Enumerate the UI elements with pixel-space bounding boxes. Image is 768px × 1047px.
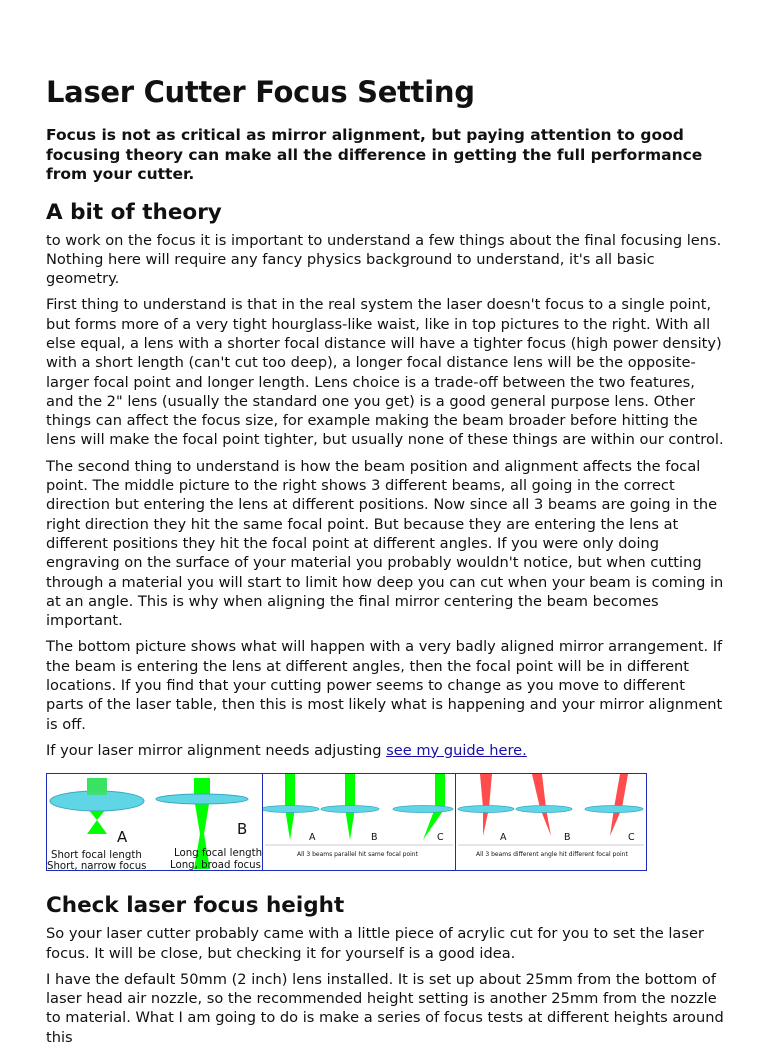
parallel-label-b: B bbox=[371, 832, 378, 844]
lens-b bbox=[156, 794, 248, 804]
focal-length-diagram bbox=[47, 774, 263, 870]
caption-a-2: Short, narrow focus bbox=[47, 861, 147, 871]
focal-length-figure bbox=[46, 773, 264, 871]
parallel-label-c: C bbox=[437, 832, 444, 844]
parallel-lens-b bbox=[321, 806, 379, 813]
angled-beams-figure bbox=[455, 773, 647, 871]
guide-link[interactable]: see my guide here. bbox=[386, 741, 527, 759]
page-title: Laser Cutter Focus Setting bbox=[46, 75, 475, 109]
theory-paragraph-4: The bottom picture shows what will happen with a very badly aligned mirror arrangement. If the beam is entering the lens at different angles, then the focal point will be in different locations. If you find that your cutting power seems to change as you move to different parts of the laser table, then this is most likely what is happening and your mirror alignment is off. bbox=[46, 638, 723, 733]
section-heading-theory: A bit of theory bbox=[46, 199, 222, 225]
angled-label-b: B bbox=[564, 832, 571, 844]
angled-lens-c bbox=[585, 806, 643, 813]
section-heading-focus-height: Check laser focus height bbox=[46, 893, 345, 919]
parallel-caption: All 3 beams parallel hit same focal point bbox=[297, 851, 418, 859]
label-b: B bbox=[237, 820, 248, 839]
theory-paragraph-3: The second thing to understand is how the beam position and alignment affects the focal point. The middle picture to the right shows 3 different beams, all going in the correct direction but entering the lens at different positions. Now since all 3 beams are going in the right direction they hit the same focal point. But because they are entering the lens at different positions they hit the focal point at different angles. If you were only doing engraving on the surface of your material you probably wouldn't notice, but when cutting through a material you will start to limit how deep you can cut when your beam is coming in at an angle. This is why when aligning the final mirror centering the beam becomes important. bbox=[46, 457, 724, 630]
parallel-beams-figure bbox=[262, 773, 456, 871]
parallel-lens-a bbox=[263, 806, 319, 813]
angled-lens-b bbox=[516, 806, 572, 813]
angled-label-c: C bbox=[628, 832, 635, 844]
angled-beams-diagram bbox=[456, 774, 646, 870]
label-a: A bbox=[117, 828, 128, 847]
caption-a-1: Short focal length bbox=[51, 850, 142, 862]
angled-beam-c bbox=[610, 774, 628, 836]
caption-b-1: Long focal length bbox=[174, 848, 263, 860]
angled-beam-b bbox=[532, 774, 551, 836]
beam-a-top bbox=[87, 778, 107, 795]
angled-lens-a bbox=[458, 806, 514, 813]
angled-label-a: A bbox=[500, 832, 507, 844]
lead-paragraph: Focus is not as critical as mirror alignment, but paying attention to good focusing theory can make all the difference in getting the full performance from your cutter. bbox=[46, 126, 703, 183]
caption-b-2: Long, broad focus bbox=[170, 860, 261, 871]
angled-caption: All 3 beams different angle hit different focal point bbox=[476, 851, 628, 859]
parallel-lens-c bbox=[393, 806, 453, 813]
parallel-beams-diagram bbox=[263, 774, 455, 870]
focus-diagrams bbox=[46, 773, 646, 871]
parallel-label-a: A bbox=[309, 832, 316, 844]
focus-paragraph-1: So your laser cutter probably came with a little piece of acrylic cut for you to set the laser focus. It will be close, but checking it for yourself is a good idea. bbox=[46, 925, 704, 962]
theory-paragraph-1: to work on the focus it is important to understand a few things about the final focusing lens. Nothing here will require any fancy physics background to understand, it's all basic geometry. bbox=[46, 231, 722, 288]
theory-paragraph-2: First thing to understand is that in the real system the laser doesn't focus to a single point, but forms more of a very tight hourglass-like waist, like in top pictures to the right. With all else equal, a lens with a shorter focal distance will have a tighter focus (high power density) with a short length (can't cut too deep), a longer focal distance lens will be the opposite- larger focal point and longer length. Lens choice is a trade-off between the two features, and the 2" lens (usually the standard one you get) is a good general purpose lens. Other things can affect the focus size, for example making the beam broader before hitting the lens will make the focal point tighter, but usually none of these things are within our control. bbox=[46, 296, 724, 449]
angled-beam-a bbox=[480, 774, 492, 836]
guide-paragraph bbox=[46, 741, 724, 760]
beam-a-cone bbox=[87, 808, 107, 834]
focus-paragraph-2: I have the default 50mm (2 inch) lens installed. It is set up about 25mm from the bottom of laser head air nozzle, so the recommended height setting is another 25mm from the nozzle to material. What I am going to do is make a series of focus tests at different heights around this bbox=[46, 970, 724, 1046]
guide-prefix: If your laser mirror alignment needs adjusting bbox=[46, 741, 387, 759]
